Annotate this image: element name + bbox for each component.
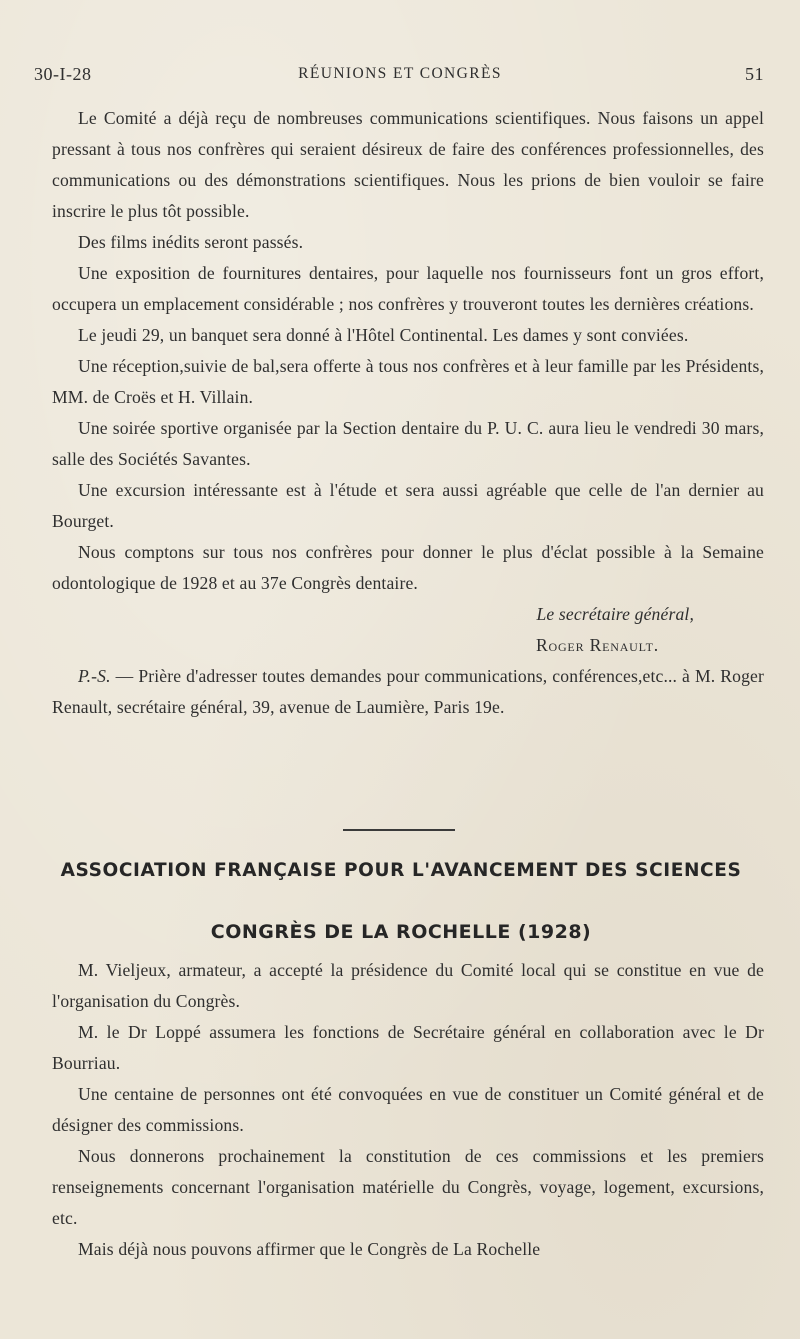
postscript bbox=[52, 661, 764, 723]
rochelle-congress-text bbox=[52, 955, 764, 1265]
postscript-label: P.-S. bbox=[78, 666, 111, 686]
paragraph: Une soirée sportive organisée par la Section dentaire du P. U. C. aura lieu le vendredi 30 mars, salle des Sociétés Savantes. bbox=[52, 418, 764, 469]
signature-name: Roger Renault. bbox=[535, 635, 659, 655]
paragraph: Nous comptons sur tous nos confrères pour donner le plus d'éclat possible à la Semaine odontologique de 1928 et au 37e Congrès dentaire. bbox=[52, 542, 764, 593]
paragraph: Le Comité a déjà reçu de nombreuses communications scientifiques. Nous faisons un appel pressant à tous nos confrères qui seraient désireux de faire des conférences professionnelles, des communications ou des démonstrations scientifiques. Nous les prions de bien vouloir se faire inscrire le plus tôt possible. bbox=[52, 108, 764, 221]
paragraph: M. le Dr Loppé assumera les fonctions de Secrétaire général en collaboration avec le Dr Bourriau. bbox=[52, 1022, 764, 1073]
page-number: 51 bbox=[745, 64, 764, 84]
paragraph: Une réception,suivie de bal,sera offerte à tous nos confrères et à leur famille par les Présidents, MM. de Croës et H. Villain. bbox=[52, 356, 764, 407]
running-header bbox=[34, 64, 766, 88]
signature-title: Le secrétaire général, bbox=[536, 604, 694, 624]
association-heading: ASSOCIATION FRANÇAISE POUR L'AVANCEMENT DES SCIENCES bbox=[60, 860, 742, 881]
header-date: 30-I-28 bbox=[34, 64, 92, 84]
paragraph: Une excursion intéressante est à l'étude et sera aussi agréable que celle de l'an dernier au Bourget. bbox=[52, 480, 764, 531]
paragraph: Mais déjà nous pouvons affirmer que le Congrès de La Rochelle bbox=[78, 1239, 541, 1259]
paragraph: Une exposition de fournitures dentaires, pour laquelle nos fournisseurs font un gros effort, occupera un emplacement considérable ; nos confrères y trouveront toutes les dernières créations. bbox=[52, 263, 764, 314]
paragraph: Le jeudi 29, un banquet sera donné à l'Hôtel Continental. Les dames y sont conviées. bbox=[78, 325, 689, 345]
paragraph: Une centaine de personnes ont été convoquées en vue de constituer un Comité général et de désigner des commissions. bbox=[52, 1084, 764, 1135]
paragraph: Nous donnerons prochainement la constitution de ces commissions et les premiers renseignements concernant l'organisation matérielle du Congrès, voyage, logement, excursions, etc. bbox=[52, 1146, 764, 1228]
congress-announcement bbox=[52, 103, 764, 723]
congress-heading: CONGRÈS DE LA ROCHELLE (1928) bbox=[210, 921, 592, 943]
paragraph: M. Vieljeux, armateur, a accepté la présidence du Comité local qui se constitue en vue de l'organisation du Congrès. bbox=[52, 960, 764, 1011]
header-section: RÉUNIONS ET CONGRÈS bbox=[298, 65, 502, 82]
postscript-text: — Prière d'adresser toutes demandes pour communications, conférences,etc... à M. Roger Renault, secrétaire général, 39, avenue de Laumière, Paris 19e. bbox=[52, 666, 764, 717]
section-divider bbox=[343, 829, 455, 831]
paragraph: Des films inédits seront passés. bbox=[78, 232, 304, 252]
